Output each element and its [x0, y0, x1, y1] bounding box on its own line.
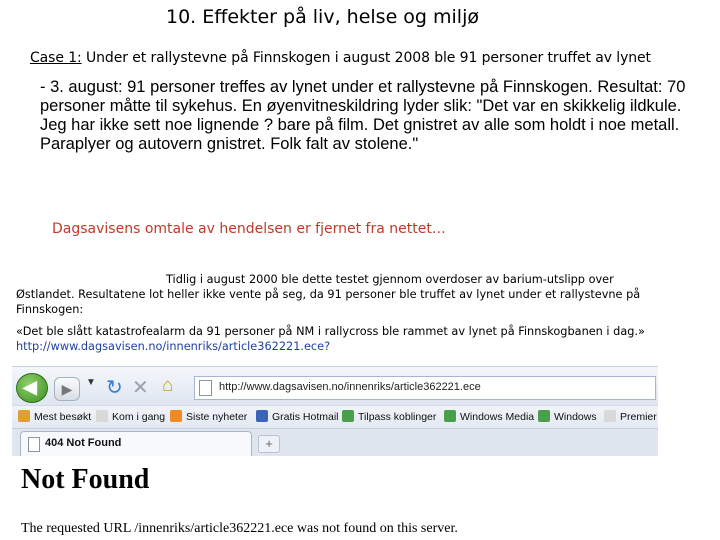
case-text: Under et rallystevne på Finnskogen i august 2008 ble 91 personer truffet av lynet	[81, 50, 651, 66]
article-paragraph-quote	[16, 324, 666, 354]
back-arrow-icon: ◀	[23, 377, 37, 397]
bookmark-item[interactable]: Kom i gang	[96, 410, 165, 423]
windows-icon	[538, 410, 550, 422]
navigation-toolbar	[12, 367, 658, 405]
bookmark-item[interactable]: Windows	[538, 410, 597, 423]
windows-icon	[342, 410, 354, 422]
error-message: The requested URL /innenriks/article362221.ece was not found on this server.	[21, 521, 458, 536]
article-excerpt	[16, 272, 666, 354]
error-heading: Not Found	[21, 464, 150, 495]
new-tab-button[interactable]: +	[258, 435, 280, 453]
tab-strip	[12, 428, 658, 456]
tab-label: 404 Not Found	[45, 437, 122, 449]
address-bar[interactable]	[194, 376, 656, 400]
bookmark-item[interactable]: Mest besøkt	[18, 410, 91, 423]
article-quote-text: «Det ble slått katastrofealarm da 91 personer på NM i rallycross ble rammet av lynet på Finnskogbanen i dag.»	[16, 325, 645, 338]
stop-icon[interactable]: ✕	[132, 377, 149, 399]
page-icon	[604, 410, 616, 422]
bookmark-item[interactable]: Premier	[604, 410, 657, 423]
bookmarks-toolbar	[12, 405, 658, 428]
removed-note: Dagsavisens omtale av hendelsen er fjernet fra nettet…	[52, 221, 446, 237]
forward-button[interactable]: ▶	[54, 377, 80, 401]
msn-icon	[256, 410, 268, 422]
back-button[interactable]	[16, 373, 48, 403]
rss-icon	[170, 410, 182, 422]
bookmark-icon	[18, 410, 30, 422]
bookmark-item[interactable]: Siste nyheter	[170, 410, 247, 423]
slide-title: 10. Effekter på liv, helse og miljø	[166, 6, 479, 28]
history-dropdown-icon[interactable]: ▼	[86, 377, 96, 388]
news-quote: - 3. august: 91 personer treffes av lynet under et rallystevne på Finnskogen. Resultat: 70 personer måtte til sykehus. En øyenvitneskildring lyder slik: "Det var en skikkelig ildkule. Jeg har ikke sett noe lignende ? bare på film. Det gnistret av alle som holdt i noe metall. Paraplyer og autovern gnistret. Folk falt av stolene."	[40, 78, 686, 153]
bookmark-icon	[96, 410, 108, 422]
case-label: Case 1:	[30, 50, 82, 66]
page-icon	[199, 380, 212, 396]
article-paragraph: Tidlig i august 2000 ble dette testet gjennom overdoser av barium-utslipp over Østlandet. Resultatene lot heller ikke vente på seg, da 91 personer ble truffet av lynet under et rallystevne på Finnskogen:	[16, 273, 641, 316]
document-icon	[28, 437, 40, 452]
bookmark-item[interactable]: Gratis Hotmail	[256, 410, 339, 423]
bookmark-item[interactable]: Windows Media	[444, 410, 534, 423]
tab-404[interactable]	[20, 431, 252, 456]
article-link[interactable]: http://www.dagsavisen.no/innenriks/article362221.ece?	[16, 340, 331, 353]
windows-icon	[444, 410, 456, 422]
address-text[interactable]: http://www.dagsavisen.no/innenriks/article362221.ece	[219, 381, 481, 393]
reload-icon[interactable]: ↻	[106, 377, 123, 399]
case-line	[30, 50, 651, 66]
home-icon[interactable]: ⌂	[162, 375, 174, 396]
bookmark-item[interactable]: Tilpass koblinger	[342, 410, 436, 423]
browser-window	[12, 366, 658, 455]
